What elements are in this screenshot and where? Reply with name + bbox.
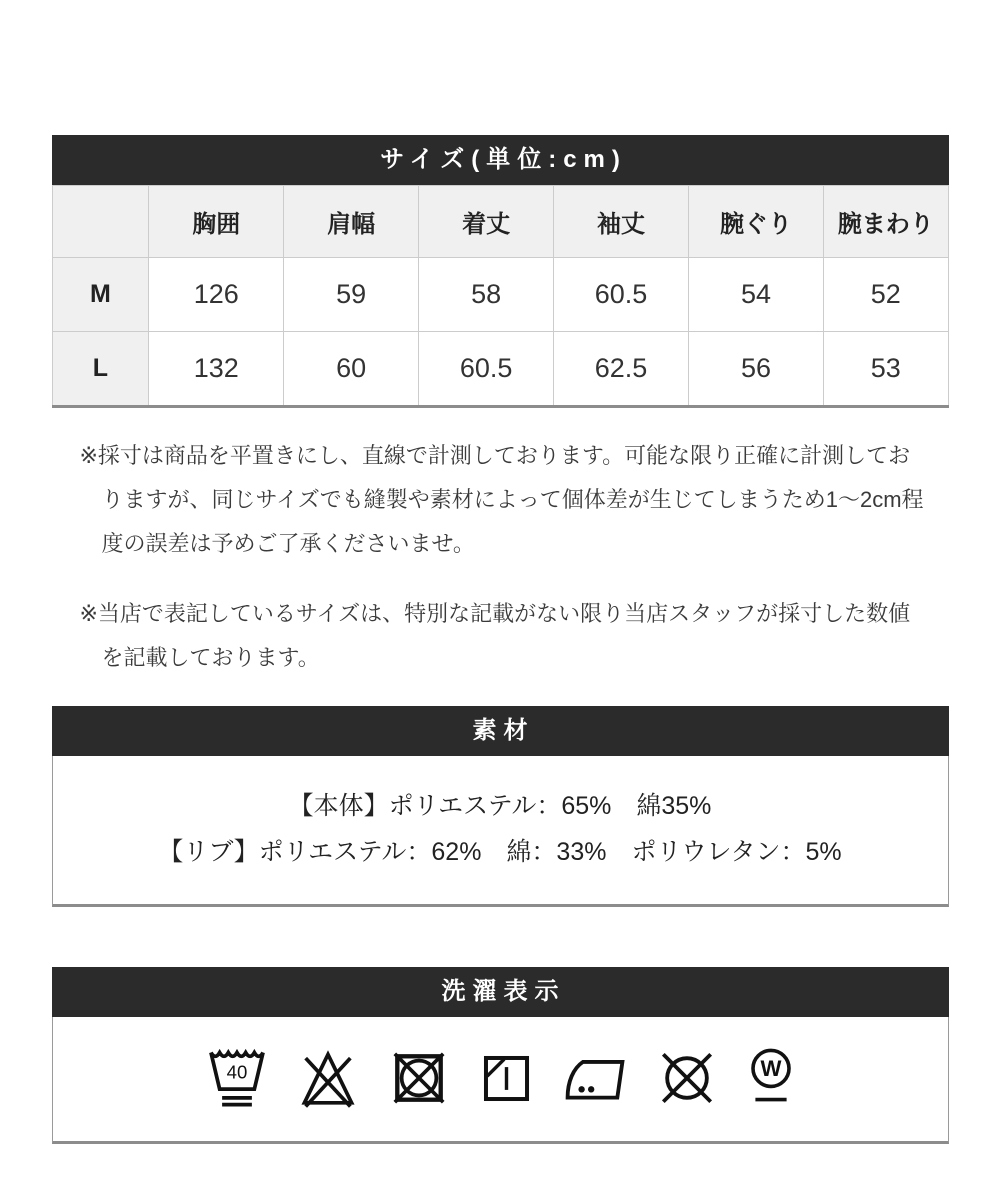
size-value-cell: 132 — [149, 332, 284, 407]
measurement-method-note: ※採寸は商品を平置きにし、直線で計測しております。可能な限り正確に計測しておりますが、同じサイズでも縫製や素材によって個体差が生じてしまうため1〜2cm程度の誤差は予めご了承くださいませ。 — [79, 443, 924, 556]
row-label-l: L — [52, 332, 149, 407]
material-section-title: 素材 — [52, 706, 949, 756]
product-spec-page — [52, 0, 949, 1144]
size-notes — [52, 408, 949, 680]
do-not-dry-clean-icon — [655, 1046, 719, 1110]
size-value-cell: 60 — [284, 332, 419, 407]
do-not-bleach-icon — [296, 1047, 360, 1109]
size-value-cell: 58 — [419, 258, 554, 332]
size-row-l — [52, 332, 948, 407]
material-body — [52, 756, 949, 907]
laundry-section-title: 洗濯表示 — [52, 967, 949, 1017]
size-value-cell: 60.5 — [554, 258, 689, 332]
size-value-cell: 59 — [284, 258, 419, 332]
do-not-tumble-dry-icon — [388, 1047, 450, 1109]
iron-medium-heat-icon — [563, 1053, 627, 1104]
col-header-body-length: 着丈 — [419, 186, 554, 258]
material-section — [52, 706, 949, 907]
staff-measured-note: ※当店で表記しているサイズは、特別な記載がない限り当店スタッフが採寸した数値を記載しております。 — [79, 601, 911, 670]
material-main-line: 【本体】ポリエステル：65% 綿35% — [288, 792, 712, 820]
material-rib-line: 【リブ】ポリエステル：62% 綿：33% ポリウレタン：5% — [158, 838, 842, 866]
size-value-cell: 60.5 — [419, 332, 554, 407]
row-label-m: M — [52, 258, 149, 332]
size-table-corner-cell — [52, 186, 149, 258]
col-header-sleeve-length: 袖丈 — [554, 186, 689, 258]
line-dry-in-shade-icon — [478, 1050, 535, 1107]
size-value-cell: 126 — [149, 258, 284, 332]
machine-wash-40-gentle-icon — [206, 1043, 268, 1113]
svg-text:W: W — [760, 1056, 781, 1082]
size-value-cell: 54 — [689, 258, 824, 332]
size-value-cell: 53 — [823, 332, 948, 407]
laundry-icons-row — [52, 1017, 949, 1144]
size-value-cell: 62.5 — [554, 332, 689, 407]
col-header-shoulder-width: 肩幅 — [284, 186, 419, 258]
size-section-title: サイズ(単位:cm) — [52, 135, 949, 185]
size-value-cell: 56 — [689, 332, 824, 407]
col-header-arm-circumference: 腕まわり — [823, 186, 948, 258]
size-table — [52, 185, 949, 408]
col-header-chest: 胸囲 — [149, 186, 284, 258]
size-section — [52, 135, 949, 408]
size-value-cell: 52 — [823, 258, 948, 332]
col-header-armhole: 腕ぐり — [689, 186, 824, 258]
svg-text:40: 40 — [226, 1061, 247, 1083]
laundry-section — [52, 967, 949, 1144]
size-table-header-row — [52, 186, 948, 258]
wet-clean-gentle-icon — [747, 1043, 795, 1113]
size-row-m — [52, 258, 948, 332]
